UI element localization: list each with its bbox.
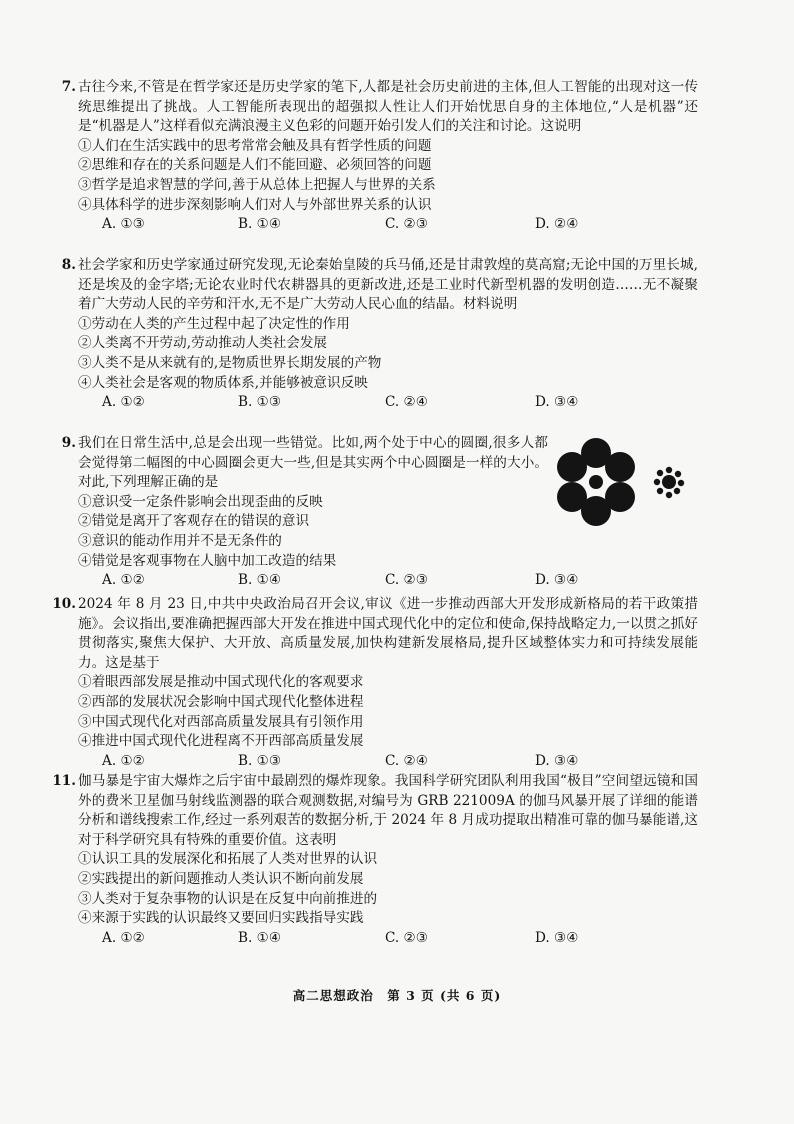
option-2: ②实践提出的新问题推动人类认识不断向前发展 (78, 870, 364, 887)
choice-d[interactable]: D. ③④ (535, 572, 579, 589)
center-circle-left (589, 475, 603, 489)
choice-a[interactable]: A. ①③ (102, 216, 145, 233)
choice-c[interactable]: C. ②③ (385, 572, 428, 589)
choice-b[interactable]: B. ①③ (238, 394, 282, 411)
option-4: ④具体科学的进步深刻影响人们对人与外部世界关系的认识 (78, 196, 432, 213)
choice-c[interactable]: C. ②③ (385, 929, 428, 946)
choice-b[interactable]: B. ①④ (238, 929, 282, 946)
choice-c[interactable]: C. ②③ (385, 216, 428, 233)
option-3: ③人类不是从来就有的,是物质世界长期发展的产物 (78, 354, 382, 371)
question-number: 11. (52, 773, 76, 789)
option-1: ①意识受一定条件影响会出现歪曲的反映 (78, 493, 323, 510)
small-surround-circle (666, 467, 672, 473)
option-4: ④推进中国式现代化进程离不开西部高质量发展 (78, 733, 364, 750)
question-number: 8. (61, 257, 76, 273)
answer-choices (78, 215, 698, 235)
option-4: ④人类社会是客观的物质体系,并能够被意识反映 (78, 374, 368, 391)
option-3: ③哲学是追求智慧的学问,善于从总体上把握人与世界的关系 (78, 176, 436, 193)
question-10 (52, 595, 698, 772)
question-stem: 我们在日常生活中,总是会出现一些错觉。比如,两个处于中心的圆圈,很多人都会觉得第二幅图的中心圆圈会更大一些,但是其实两个中心圆圈是一样的大小。对此,下列理解正确的是 (78, 435, 548, 491)
choice-a[interactable]: A. ①② (102, 572, 145, 589)
choice-c[interactable]: C. ②④ (385, 394, 428, 411)
answer-choices (78, 393, 698, 413)
choice-a[interactable]: A. ①② (102, 752, 145, 769)
surround-circle (557, 482, 587, 512)
surround-circle (605, 452, 635, 482)
choice-b[interactable]: B. ①④ (238, 572, 282, 589)
option-4: ④来源于实践的认识最终又要回归实践指导实践 (78, 910, 364, 927)
option-2: ②思维和存在的关系问题是人们不能回避、必须回答的问题 (78, 157, 432, 174)
question-7 (61, 78, 698, 235)
choice-b[interactable]: B. ①③ (238, 752, 282, 769)
question-number: 10. (52, 596, 76, 612)
option-1: ①劳动在人类的产生过程中起了决定性的作用 (78, 315, 350, 332)
surround-circle (557, 452, 587, 482)
option-1: ①着眼西部发展是推动中国式现代化的客观要求 (78, 674, 364, 691)
choice-b[interactable]: B. ①④ (238, 216, 282, 233)
choice-a[interactable]: A. ①② (102, 394, 145, 411)
answer-choices (78, 571, 698, 591)
question-number: 7. (61, 79, 76, 95)
option-1: ①认识工具的发展深化和拓展了人类对世界的认识 (78, 851, 378, 868)
option-2: ②西部的发展状况会影响中国式现代化整体进程 (78, 693, 364, 710)
question-8 (61, 256, 698, 413)
answer-choices (78, 929, 698, 949)
option-2: ②错觉是离开了客观存在的错误的意识 (78, 513, 310, 530)
question-stem: 伽马暴是宇宙大爆炸之后宇宙中最剧烈的爆炸现象。我国科学研究团队利用我国“极目”空间望远镜和国外的费米卫星伽马射线监测器的联合观测数据,对编号为 GRB 221009A 的伽马风暴开展了详细的能谱分析和谱线搜索工作,经过一系列艰苦的数据分析,于 2024 年 8 月成功提取出精准可靠的伽马暴能谱,这对于科学研究具有特殊的重要价值。这表明 (78, 773, 698, 848)
small-surround-circle (674, 488, 680, 494)
option-3: ③人类对于复杂事物的认识是在反复中向前推进的 (78, 890, 378, 907)
choice-d[interactable]: D. ③④ (535, 929, 579, 946)
small-surround-circle (678, 480, 684, 486)
small-surround-circle (657, 488, 663, 494)
choice-d[interactable]: D. ③④ (535, 752, 579, 769)
choice-d[interactable]: D. ②④ (535, 216, 579, 233)
choice-d[interactable]: D. ③④ (535, 394, 579, 411)
question-9 (61, 434, 579, 591)
page-footer: 高二思想政治 第 3 页 (共 6 页) (292, 988, 502, 1003)
question-stem: 社会学家和历史学家通过研究发现,无论秦始皇陵的兵马俑,还是甘肃敦煌的莫高窟;无论中国的万里长城,还是埃及的金字塔;无论农业时代农耕器具的更新改进,还是工业时代新型机器的发明创造……无不凝聚着广大劳动人民的辛劳和汗水,无不是广大劳动人民心血的结晶。材料说明 (78, 257, 698, 313)
question-11 (52, 772, 698, 949)
question-number: 9. (61, 435, 76, 451)
option-4: ④错觉是客观事物在人脑中加工改造的结果 (78, 552, 337, 569)
small-surround-circle (666, 492, 672, 498)
center-circle-right (662, 475, 676, 489)
question-stem: 古往今来,不管是在哲学家还是历史学家的笔下,人都是社会历史前进的主体,但人工智能的出现对这一传统思维提出了挑战。人工智能所表现出的超强拟人性让人们开始忧思自身的主体地位,“人是机器”还是“机器是人”这样看似充满浪漫主义色彩的问题开始引发人们的关注和讨论。这说明 (78, 79, 698, 135)
option-3: ③中国式现代化对西部高质量发展具有引领作用 (78, 713, 364, 730)
answer-choices (78, 752, 698, 772)
choice-c[interactable]: C. ②④ (385, 752, 428, 769)
option-3: ③意识的能动作用并不是无条件的 (78, 532, 282, 549)
small-surround-circle (654, 479, 660, 485)
small-surround-circle (675, 471, 681, 477)
small-surround-circle (657, 470, 663, 476)
choice-a[interactable]: A. ①② (102, 929, 145, 946)
option-1: ①人们在生活实践中的思考常常会触及具有哲学性质的问题 (78, 137, 432, 154)
option-2: ②人类离不开劳动,劳动推动人类社会发展 (78, 335, 328, 352)
ebbinghaus-illusion-figure (550, 434, 700, 534)
question-stem: 2024 年 8 月 23 日,中共中央政治局召开会议,审议《进一步推动西部大开发形成新格局的若干政策措施》。会议指出,要准确把握西部大开发在推进中国式现代化中的定位和使命,保持战略定力,一以贯之抓好贯彻落实,聚焦大保护、大开放、高质量发展,加快构建新发展格局,提升区域整体实力和可持续发展能力。这是基于 (78, 596, 698, 671)
